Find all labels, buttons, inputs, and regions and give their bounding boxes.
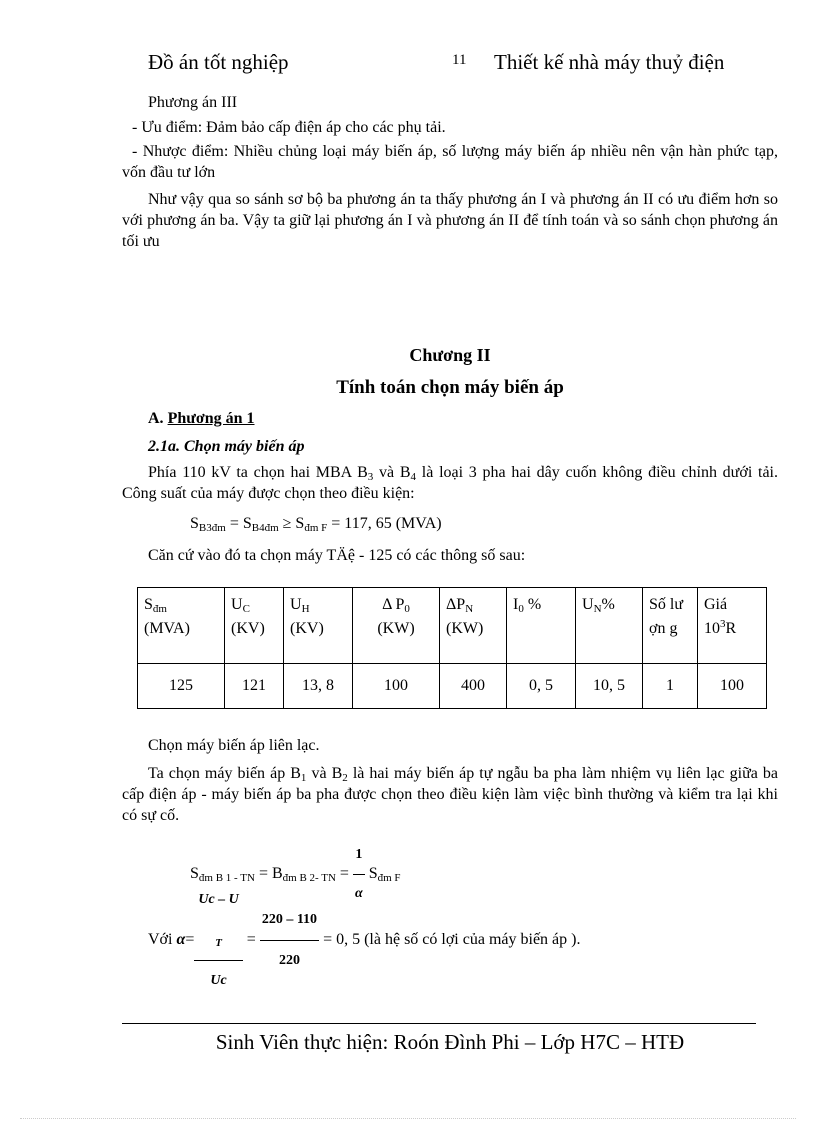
- value-cell: 0, 5: [507, 663, 576, 708]
- header-left: Đồ án tốt nghiệp: [148, 50, 289, 74]
- value-cell: 10, 5: [576, 663, 643, 708]
- advantage-line: - Ưu điểm: Đảm bảo cấp điện áp cho các phụ tải.: [132, 119, 446, 136]
- header-cell-uh: $U_H$ (KV): [284, 588, 353, 664]
- value-cell: 100: [698, 663, 767, 708]
- value-cell: 1: [643, 663, 698, 708]
- value-cell: 13, 8: [284, 663, 353, 708]
- header-cell-p0: Δ $P_0$ (KW): [353, 588, 440, 664]
- paragraph-select-machine: Căn cứ vào đó ta chọn máy TÄệ - 125 có các thông số sau:: [148, 547, 526, 564]
- value-cell: 100: [353, 663, 440, 708]
- section-heading: [148, 408, 255, 429]
- header-cell-sdm: $S_{đm}$ (MVA): [138, 588, 225, 664]
- section-title: Phương án 1: [167, 410, 255, 427]
- header-cell-un: $U_N\%$: [576, 588, 643, 664]
- chapter-subtitle: Tính toán chọn máy biến áp: [336, 377, 564, 398]
- header-cell-i0: $I_0$ %: [507, 588, 576, 664]
- formula-s-b3: $S_{B3đm} = S_{B4đm} \ge S_{đm F} = 117$, 65 (MVA): [190, 515, 442, 534]
- fraction-uc-ut: Uc – U $_T$ Uc: [194, 880, 242, 1001]
- header-right: Thiết kế nhà máy thuỷ điện: [494, 50, 725, 74]
- formula-s-b1-tn: $S_{đm B 1 - TN} = B_{đm B 2- TN}$ = $\frac{1}{\alpha}$ $S_{đm F}$: [190, 836, 401, 913]
- option-title: Phương án III: [148, 94, 238, 111]
- disadvantage-paragraph: - Nhược điểm: Nhiều chủng loại máy biến áp, số lượng máy biến áp nhiều nên vận hàn phức tạp, vốn đầu tư lớn: [122, 143, 778, 181]
- table-value-row: [138, 663, 767, 708]
- fraction-voltages: $\frac{220 - 110}{220}$: [260, 900, 319, 981]
- value-cell: 125: [138, 663, 225, 708]
- paragraph-autotransformer: Ta chọn máy biến áp $B_1$ và $B_2$ là hai máy biến áp tự ngẫu ba pha làm nhiệm vụ liên lạc giữa ba cấp điện áp - máy biến áp ba pha được chọn theo điều kiện làm việc bình thường và kiểm tra lại khi có sự cố.: [122, 765, 779, 824]
- header-cell-uc: $U_C$ (KV): [225, 588, 284, 664]
- transformer-spec-table: [137, 587, 767, 709]
- value-cell: 121: [225, 663, 284, 708]
- page-number: 11: [452, 52, 467, 68]
- subsection-heading: 2.1a. Chọn máy biến áp: [148, 438, 305, 455]
- header-cell-pn: $\Delta P_N$ (KW): [440, 588, 507, 664]
- footer-divider: [122, 1023, 756, 1024]
- value-cell: 400: [440, 663, 507, 708]
- conclusion-paragraph: Như vậy qua so sánh sơ bộ ba phương án ta thấy phương án I và phương án II có ưu điểm hơn so với phương án ba. Vậy ta giữ lại phương án I và phương án II để tính toán và so sánh chọn phương án tối ưu: [122, 191, 778, 250]
- section-prefix: A.: [148, 410, 164, 427]
- page-bottom-dotted-line: [20, 1118, 796, 1119]
- header-cell-price: Giá $10^3R$: [698, 588, 767, 664]
- footer-text: Sinh Viên thực hiện: Roón Đình Phi – Lớp H7C – HTĐ: [215, 1030, 685, 1054]
- paragraph-110kv: Phía 110 kV ta chọn hai MBA $B_3$ và $B_4$ là loại 3 pha hai dây cuốn không điều chỉnh dưới tải. Công suất của máy được chọn theo điều kiện:: [122, 464, 778, 502]
- header-cell-count: Số lượn g: [643, 588, 698, 664]
- table-header-row: [138, 588, 767, 664]
- chapter-title: Chương II: [409, 345, 491, 365]
- fraction-one-over-alpha: $\frac{1}{\alpha}$: [353, 836, 365, 913]
- paragraph-link-transformer: Chọn máy biến áp liên lạc.: [148, 737, 320, 754]
- formula-alpha: Với α= Uc – U $_T$ Uc = $\frac{220 - 110}{220}$ = 0, 5 (là hệ số có lợi của máy biến áp ).: [148, 880, 580, 1001]
